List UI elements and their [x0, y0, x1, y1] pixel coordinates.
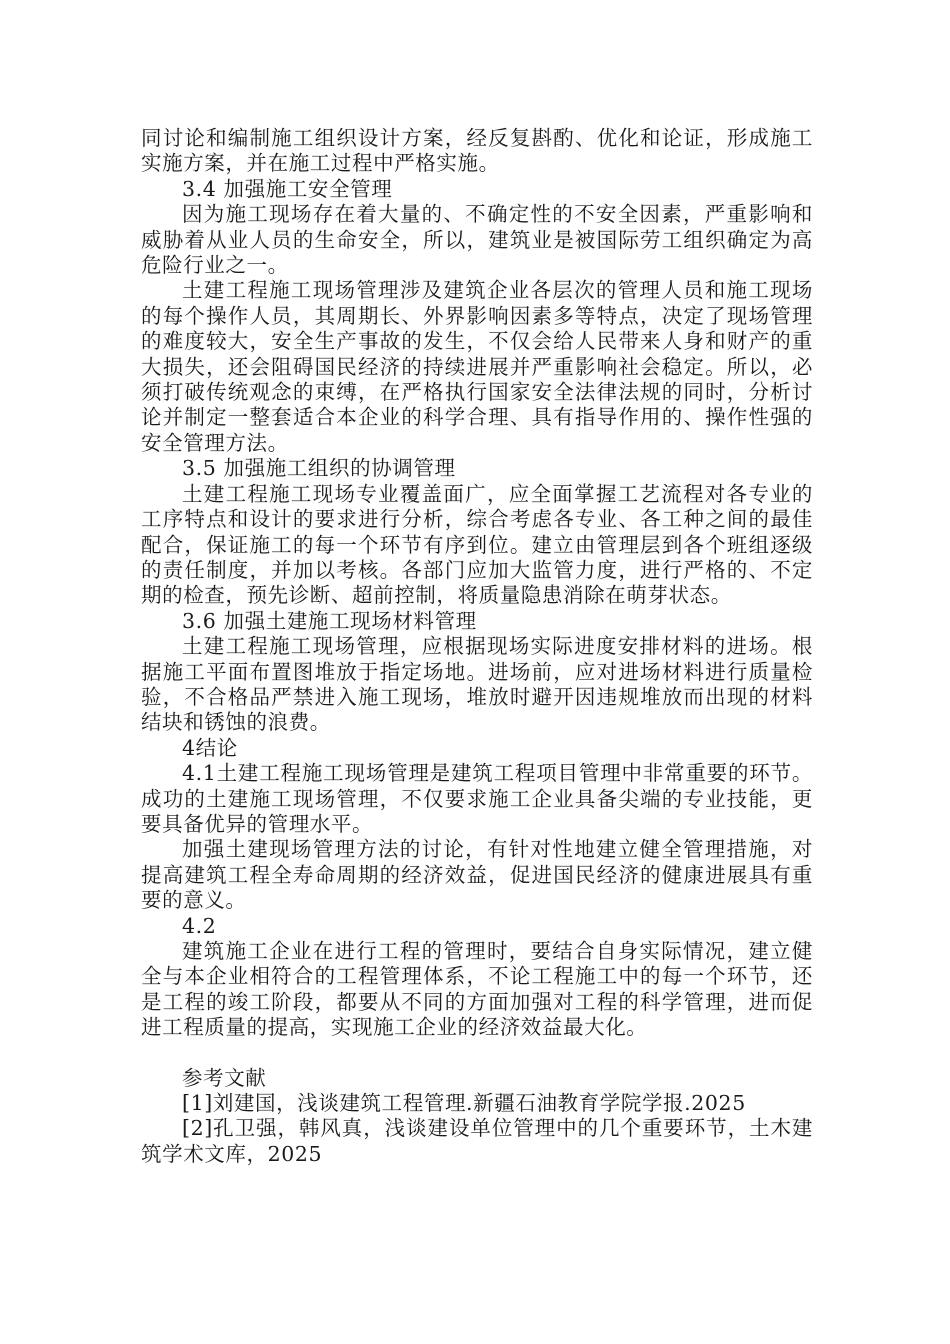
section-heading-3-6: 3.6 加强土建施工现场材料管理	[182, 608, 477, 633]
references-heading: 参考文献	[182, 1065, 267, 1090]
paragraph: 建筑施工企业在进行工程的管理时，要结合自身实际情况，建立健全与本企业相符合的工程管理体系，不论工程施工中的每一个环节，还是工程的竣工阶段，都要从不同的方面加强对工程的科学管理，进而促进工程质量的提高，实现施工企业的经济效益最大化。	[141, 939, 813, 1040]
document-body	[141, 126, 813, 1167]
paragraph: 加强土建现场管理方法的讨论，有针对性地建立健全管理措施，对提高建筑工程全寿命周期的经济效益，促进国民经济的健康进展具有重要的意义。	[141, 837, 813, 913]
spacer	[141, 1041, 813, 1066]
reference-item: [2]孔卫强，韩风真，浅谈建设单位管理中的几个重要环节，土木建筑学术文库，2025	[141, 1116, 813, 1166]
section-heading-4: 4结论	[182, 735, 238, 760]
paragraph: 因为施工现场存在着大量的、不确定性的不安全因素，严重影响和威胁着从业人员的生命安全，所以，建筑业是被国际劳工组织确定为高危险行业之一。	[141, 202, 813, 278]
paragraph-continued: 同讨论和编制施工组织设计方案，经反复斟酌、优化和论证，形成施工实施方案，并在施工过程中严格实施。	[141, 126, 813, 176]
reference-item: [1]刘建国，浅谈建筑工程管理.新疆石油教育学院学报.2025	[182, 1091, 746, 1116]
section-heading-3-4: 3.4 加强施工安全管理	[182, 176, 393, 201]
paragraph: 土建工程施工现场管理，应根据现场实际进度安排材料的进场。根据施工平面布置图堆放于指定场地。进场前，应对进场材料进行质量检验，不合格品严禁进入施工现场，堆放时避开因违规堆放而出现的材料结块和锈蚀的浪费。	[141, 634, 813, 735]
section-heading-3-5: 3.5 加强施工组织的协调管理	[182, 456, 456, 481]
paragraph: 土建工程施工现场专业覆盖面广，应全面掌握工艺流程对各专业的工序特点和设计的要求进行分析，综合考虑各专业、各工种之间的最佳配合，保证施工的每一个环节有序到位。建立由管理层到各个班组逐级的责任制度，并加以考核。各部门应加大监管力度，进行严格的、不定期的检查，预先诊断、超前控制，将质量隐患消除在萌芽状态。	[141, 481, 813, 608]
section-heading-4-2: 4.2	[182, 913, 217, 938]
paragraph: 土建工程施工现场管理涉及建筑企业各层次的管理人员和施工现场的每个操作人员，其周期长、外界影响因素多等特点，决定了现场管理的难度较大，安全生产事故的发生，不仅会给人民带来人身和财产的重大损失，还会阻碍国民经济的持续进展并严重影响社会稳定。所以，必须打破传统观念的束缚，在严格执行国家安全法律法规的同时，分析讨论并制定一整套适合本企业的科学合理、具有指导作用的、操作性强的安全管理方法。	[141, 278, 813, 455]
paragraph: 4.1土建工程施工现场管理是建筑工程项目管理中非常重要的环节。成功的土建施工现场管理，不仅要求施工企业具备尖端的专业技能，更要具备优异的管理水平。	[141, 761, 813, 836]
